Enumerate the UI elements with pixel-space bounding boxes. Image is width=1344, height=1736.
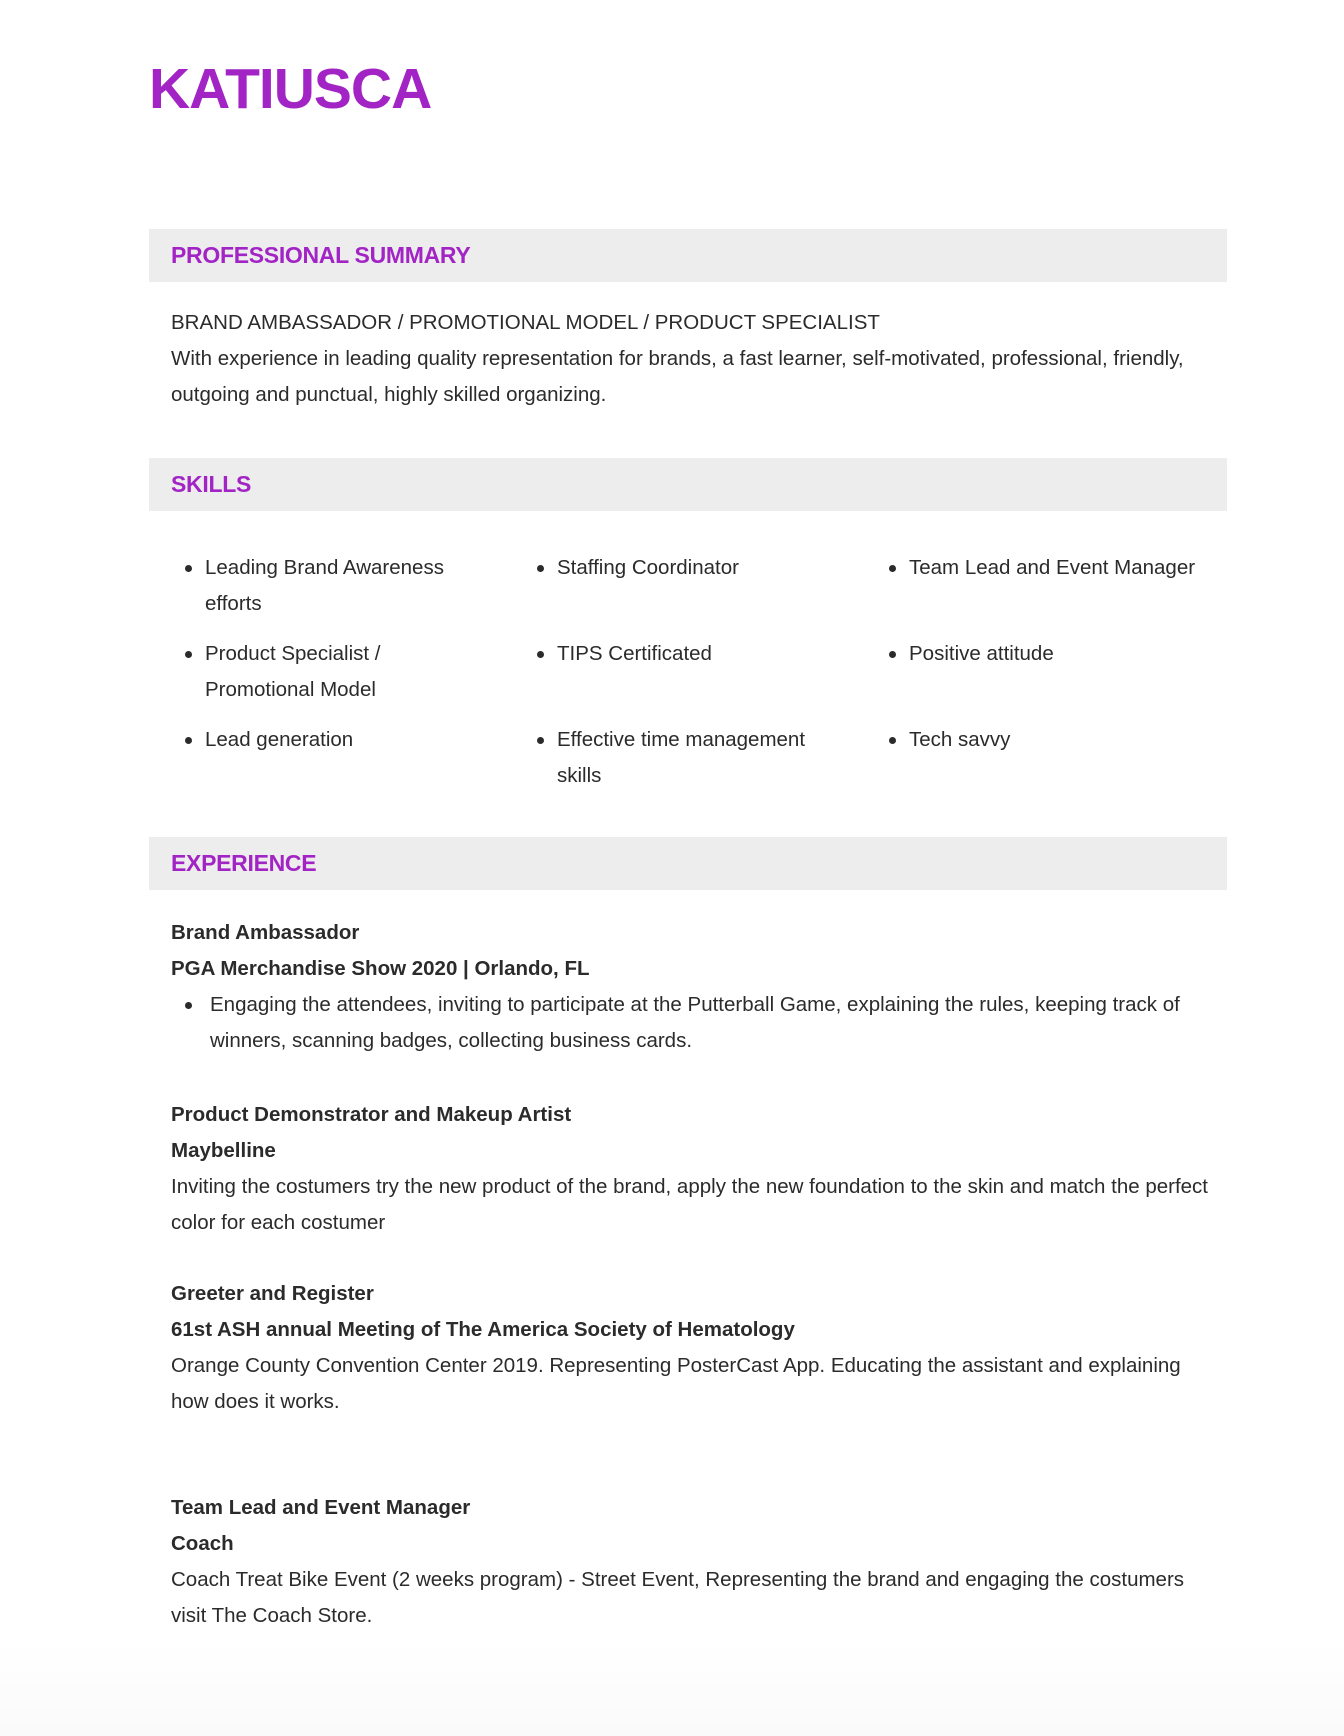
skills-list — [171, 550, 1227, 794]
skill-item: Effective time management skills — [523, 722, 875, 794]
summary-text — [171, 305, 1221, 413]
job-company: Coach — [171, 1532, 234, 1555]
experience-section-title: EXPERIENCE — [171, 850, 317, 876]
experience-entry — [171, 1276, 1221, 1420]
skill-item: Lead generation — [171, 722, 523, 794]
skill-item: TIPS Certificated — [523, 636, 875, 708]
summary-headline: BRAND AMBASSADOR / PROMOTIONAL MODEL / PRODUCT SPECIALIST — [171, 311, 880, 334]
summary-body: With experience in leading quality representation for brands, a fast learner, self-motivated, professional, friendly, outgoing and punctual, highly skilled organizing. — [171, 347, 1184, 406]
job-role: Brand Ambassador — [171, 921, 360, 944]
skill-item: Positive attitude — [875, 636, 1227, 708]
job-role: Team Lead and Event Manager — [171, 1496, 471, 1519]
job-bullet: Engaging the attendees, inviting to participate at the Putterball Game, explaining the rules, keeping track of winners, scanning badges, collecting business cards. — [171, 987, 1221, 1059]
summary-section-title: PROFESSIONAL SUMMARY — [171, 242, 471, 268]
experience-entry — [171, 1490, 1221, 1634]
candidate-name: KATIUSCA — [149, 57, 432, 121]
skill-item: Tech savvy — [875, 722, 1227, 794]
summary-section-header — [149, 229, 1227, 282]
skills-section-title: SKILLS — [171, 471, 251, 497]
job-company: 61st ASH annual Meeting of The America Society of Hematology — [171, 1318, 795, 1341]
job-company: Maybelline — [171, 1139, 276, 1162]
job-company: PGA Merchandise Show 2020 | Orlando, FL — [171, 957, 590, 980]
experience-section-header — [149, 837, 1227, 890]
job-role: Greeter and Register — [171, 1282, 374, 1305]
skill-item: Team Lead and Event Manager — [875, 550, 1227, 622]
job-description: Inviting the costumers try the new product of the brand, apply the new foundation to the skin and match the perfect color for each costumer — [171, 1175, 1209, 1234]
job-description: Orange County Convention Center 2019. Representing PosterCast App. Educating the assistant and explaining how does it works. — [171, 1354, 1181, 1413]
job-role: Product Demonstrator and Makeup Artist — [171, 1103, 572, 1126]
skill-item: Staffing Coordinator — [523, 550, 875, 622]
skill-item: Leading Brand Awareness efforts — [171, 550, 523, 622]
skill-item: Product Specialist / Promotional Model — [171, 636, 523, 708]
job-description: Coach Treat Bike Event (2 weeks program) - Street Event, Representing the brand and engaging the costumers visit The Coach Store. — [171, 1568, 1185, 1627]
experience-entry — [171, 915, 1221, 1059]
experience-entry — [171, 1097, 1221, 1241]
skills-section-header — [149, 458, 1227, 511]
